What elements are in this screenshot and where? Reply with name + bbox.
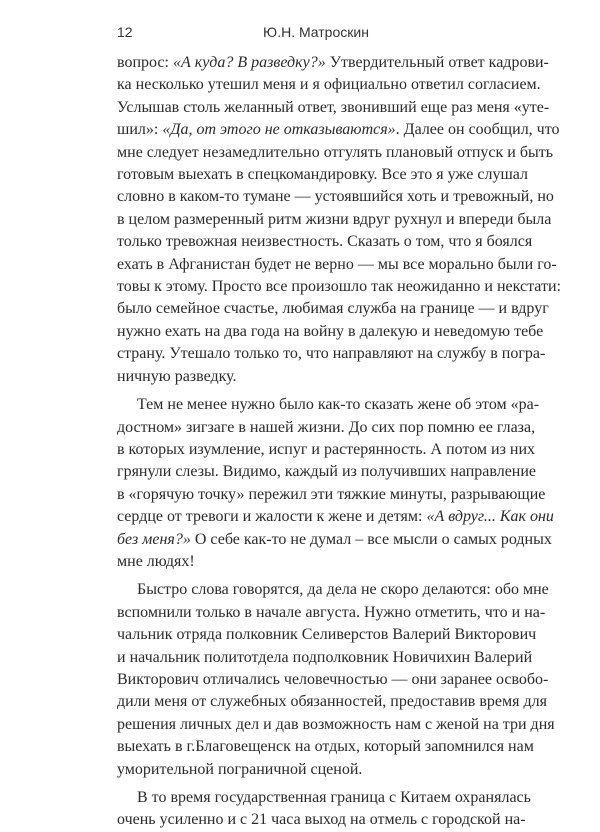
text-line: дили меня от служебных обязанностей, предоставив время для <box>117 693 547 711</box>
text-line: вспомнили только в начале августа. Нужно отметить, что и на- <box>117 603 546 621</box>
text-line: без меня?» О себе как-то не думал – все мысли о самых родных <box>117 530 552 548</box>
quoted-speech: «А куда? В разведку?» <box>172 54 326 71</box>
text-line: было семейное счастье, любимая служба на границе — и вдруг <box>117 300 549 318</box>
text-line: Тем не менее нужно было как-то сказать жене об этом «ра- <box>137 396 540 414</box>
text-line: выехать в г.Благовещенск на отдых, который запомнился нам <box>117 738 534 756</box>
paragraph <box>117 394 554 573</box>
page-header <box>117 24 515 46</box>
page-number: 12 <box>117 24 133 40</box>
text-line: шил»: «Да, от этого не отказываются». Далее он сообщил, что <box>117 121 560 139</box>
text-line: в которых изумление, испуг и растерянность. А потом из них <box>117 440 536 458</box>
text-line: Услышав столь желанный ответ, звонивший еще раз меня «уте- <box>117 98 550 116</box>
text-line: ничную разведку. <box>117 367 237 385</box>
text-line: мне следует незамедлительно отгулять плановый отпуск и быть <box>117 143 554 161</box>
text-line: словно в каком-то тумане — устоявшийся хоть и тревожный, но <box>117 188 554 206</box>
text-line: только тревожная неизвестность. Сказать о том, что я боялся <box>117 233 533 251</box>
text-line: Викторович отличались человечностью — они заранее освобо- <box>117 670 549 688</box>
text-line: Быстро слова говорятся, да дела не скоро делаются: обо мне <box>137 581 549 599</box>
quoted-speech: без меня?» <box>117 530 191 548</box>
text-line: грянули слезы. Видимо, каждый из получивших направление <box>117 463 537 481</box>
text-line: решения личных дел и дав возможность нам с женой на три дня <box>117 715 555 733</box>
text-line: ка несколько утешил меня и я официально ответил согласием. <box>117 76 541 94</box>
quoted-speech: «Да, от этого не отказываются» <box>162 121 396 139</box>
paragraph <box>117 579 555 781</box>
body-text <box>117 52 561 832</box>
text-line: и начальник политотдела подполковник Новичихин Валерий <box>117 648 533 666</box>
text-line: нужно ехать на два года на войну в далекую и неведомую тебе <box>117 322 544 340</box>
text-line: в целом размеренный ритм жизни вдруг рухнул и впереди была <box>117 210 552 228</box>
text-line: страну. Утешало только то, что направляют на службу в погра- <box>117 345 546 363</box>
paragraph <box>117 787 531 832</box>
text-line: товы к этому. Просто все произошло так неожиданно и некстати: <box>117 278 561 296</box>
text-line: сердце от тревоги и жалости к жене и детям: «А вдруг... Как они <box>117 508 554 526</box>
quoted-speech: «А вдруг... Как они <box>426 508 554 526</box>
text-line: готовым выехать в спецкомандировку. Все это я уже слушал <box>117 166 528 184</box>
text-line: в «горячую точку» пережил эти тяжкие минуты, разрывающие <box>117 485 546 503</box>
text-line: мне людях! <box>117 552 195 570</box>
text-line: чальник отряда полковник Селиверстов Валерий Викторович <box>117 626 537 644</box>
text-line: ехать в Афганистан будет не верно — мы все морально были го- <box>117 255 557 273</box>
text-line: В то время государственная граница с Китаем охранялась <box>137 789 531 806</box>
running-head-author: Ю.Н. Матроскин <box>263 24 369 40</box>
paragraph <box>117 52 561 388</box>
text-line: вопрос: «А куда? В разведку?» Утвердительный ответ кадрови- <box>117 54 549 71</box>
text-line: уморительной пограничной сценой. <box>117 760 363 778</box>
text-line: достном» зигзаге в нашей жизни. До сих пор помню ее глаза, <box>117 418 536 436</box>
text-line: очень усиленно и с 21 часа выход на отмель с городской на- <box>117 811 526 829</box>
